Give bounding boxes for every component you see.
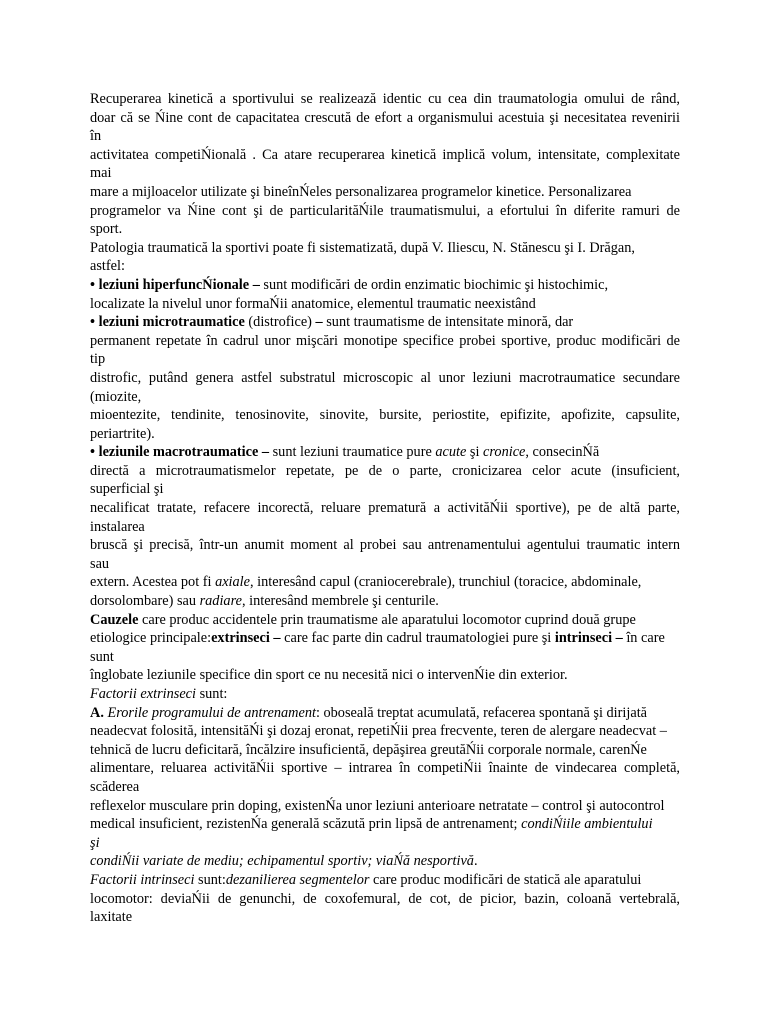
line-text: , interesând membrele şi centurile. [241, 593, 439, 610]
paragraph-line: periartrite). [90, 425, 155, 442]
line-text: sunt: [196, 686, 228, 702]
paragraph-line [90, 629, 680, 648]
bullet-text: sunt modificări de ordin enzimatic biochimic şi histochimic, [259, 276, 609, 293]
bullet-term: leziunile macrotraumatice – [98, 444, 270, 461]
paragraph-line: activitatea competiŃională . Ca atare recuperarea kinetică implică volum, intensitate, complexitate [90, 146, 680, 163]
line-text: dorsolombare) sau [90, 593, 200, 610]
italic-term: condiŃiile ambientului [521, 816, 653, 833]
paragraph-line: instalarea [90, 518, 145, 535]
paragraph-line: mai [90, 165, 112, 182]
italic-term: dezanilierea segmentelor [225, 871, 370, 888]
line-text: medical insuficient, rezistenŃa generală scăzută prin lipsă de antrenament; [90, 816, 522, 833]
line-text: sunt: [194, 871, 226, 888]
paragraph-line: distrofic, putând genera astfel substratul microscopic al unor leziuni macrotraumatice secundare [90, 369, 680, 386]
section-heading-extrinsic [90, 685, 680, 704]
bullet-macrotraumatic [90, 443, 680, 462]
paragraph-line: scăderea [90, 778, 140, 795]
line-text: care produc modificări de statică ale aparatului [369, 871, 642, 888]
italic-term: radiare [199, 593, 242, 610]
paragraph-line: Recuperarea kinetică a sportivului se realizează identic cu cea din traumatologia omului de rând, [90, 91, 680, 107]
paragraph-line: în [90, 128, 102, 145]
paragraph-line: tip [90, 351, 106, 368]
italic-term: cronice [483, 444, 526, 461]
bullet-text: şi [466, 444, 484, 461]
paragraph-line: necalificat tratate, refacere incorectă, reluare prematură a activităŃii sportive), pe de altă parte, [90, 500, 680, 517]
italic-term: axiale [215, 574, 250, 591]
italic-heading: Factorii extrinseci [90, 686, 197, 702]
paragraph-line: sport. [90, 221, 123, 238]
bullet-term: leziuni hiperfuncŃionale – [98, 276, 260, 293]
line-text: care fac parte din cadrul traumatologiei pure şi [280, 630, 555, 647]
bullet-text: sunt leziuni traumatice pure [269, 444, 436, 461]
paragraph-line: permanent repetate în cadrul unor mişcări monotipe specifice probei sportive, produc modificări de [90, 332, 680, 349]
paragraph-line: sunt [90, 648, 114, 665]
line-text: extern. Acestea pot fi [90, 574, 216, 591]
paragraph-line: directă a microtraumatismelor repetate, pe de o parte, cronicizarea celor acute (insuficient, [90, 462, 680, 479]
paragraph-line: localizate la nivelul unor formaŃii anatomice, elementul traumatic neexistând [90, 295, 536, 312]
line-text: : oboseală treptat acumulată, refacerea spontană şi dirijată [315, 704, 648, 721]
bullet-marker: • [90, 276, 99, 293]
paragraph-line: doar că se Ńine cont de capacitatea crescută de efort a organismului acestuia şi necesitatea revenirii [90, 109, 680, 126]
paragraph-line [90, 704, 680, 723]
paragraph-line: sau [90, 555, 110, 572]
line-text: . [473, 853, 478, 870]
line-text: care produc accidentele prin traumatisme ale aparatului locomotor cuprind două grupe [138, 611, 636, 628]
paragraph-line [90, 592, 680, 611]
italic-term: acute [435, 444, 467, 461]
bold-term: Cauzele [90, 611, 139, 628]
paragraph-line [90, 815, 680, 834]
bullet-text: (distrofice) [244, 314, 316, 331]
section-heading-intrinsic [90, 871, 680, 890]
paragraph-line: reflexelor musculare prin doping, existenŃa unor leziuni anterioare netratate – control şi autocontrol [90, 797, 665, 814]
paragraph-line: mare a mijloacelor utilizate şi bineînŃeles personalizarea programelor kinetice. Personalizarea [90, 183, 632, 200]
paragraph-causes [90, 611, 680, 630]
line-text: în care [622, 630, 665, 647]
bold-term: intrinseci – [554, 630, 623, 647]
bullet-text: , consecinŃă [525, 444, 600, 461]
paragraph-line: programelor va Ńine cont şi de particularităŃile traumatismului, a efortului în diferite ramuri de [90, 202, 680, 219]
italic-heading: Factorii intrinseci [90, 871, 195, 888]
paragraph-line [90, 852, 680, 871]
bullet-hyperfunctional [90, 276, 680, 295]
line-text: , interesând capul (craniocerebrale), trunchiul (toracice, abdominale, [250, 574, 642, 591]
bullet-dash: – [315, 314, 323, 331]
line-text: etiologice principale: [90, 630, 212, 647]
paragraph-line: (miozite, [90, 388, 142, 405]
paragraph-line [90, 834, 680, 853]
document-body [90, 90, 680, 927]
bullet-microtraumatic [90, 313, 680, 332]
paragraph-line [90, 573, 680, 592]
paragraph-line: astfel: [90, 258, 125, 275]
paragraph-line: neadecvat folosită, intensităŃi şi dozaj eronat, repetiŃii prea frecvente, teren de alergare neadecvat – [90, 723, 667, 740]
paragraph-line: locomotor: deviaŃii de genunchi, de coxofemural, de cot, de picior, bazin, coloană vertebrală, [90, 890, 680, 907]
paragraph-line: bruscă şi precisă, într-un anumit moment al probei sau antrenamentului agentului traumatic intern [90, 537, 680, 554]
bullet-text: sunt traumatisme de intensitate minoră, dar [322, 314, 574, 331]
paragraph-line: tehnică de lucru deficitară, încălzire insuficientă, depăşirea greutăŃii corporale normale, carenŃe [90, 741, 647, 758]
paragraph-line: înglobate leziunile specifice din sport ce nu necesită nici o intervenŃie din exterior. [90, 667, 568, 684]
italic-term: condiŃii variate de mediu; echipamentul sportiv; viaŃă nesportivă [90, 853, 474, 870]
italic-term: şi [90, 834, 100, 851]
bullet-term: leziuni microtraumatice [98, 314, 245, 331]
paragraph-line: mioentezite, tendinite, tenosinovite, sinovite, bursite, periostite, epifizite, apofizite, capsulite, [90, 407, 680, 424]
list-label: A. [90, 704, 104, 721]
bullet-marker: • [90, 444, 99, 461]
bold-term: extrinseci – [211, 630, 281, 647]
paragraph-line: laxitate [90, 909, 133, 926]
paragraph-line: superficial şi [90, 481, 164, 498]
paragraph-line: alimentare, reluarea activităŃii sportive – intrarea în competiŃii înainte de vindecarea completă, [90, 760, 680, 777]
bullet-marker: • [90, 314, 99, 331]
paragraph-line: Patologia traumatică la sportivi poate fi sistematizată, după V. Iliescu, N. Stănescu şi I. Drăgan, [90, 239, 635, 256]
italic-term: Erorile programului de antrenament [103, 704, 316, 721]
